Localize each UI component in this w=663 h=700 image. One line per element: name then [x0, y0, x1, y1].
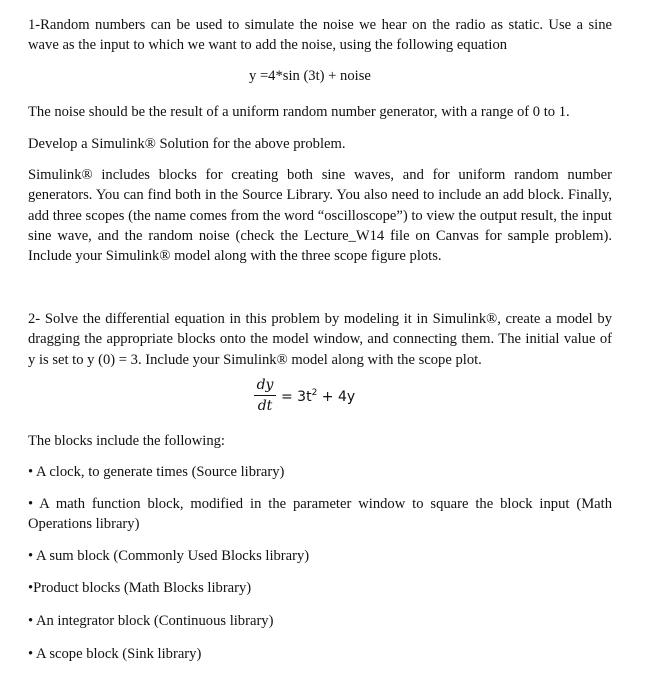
list-item: • A scope block (Sink library)	[28, 646, 202, 662]
problem1-equation: y =4*sin (3t) + noise	[249, 68, 371, 84]
problem2-intro: 2- Solve the differential equation in this problem by modeling it in Simulink®, create a model by dragging the appropriate blocks onto the model window, and connecting them. The initial value of y is set to y (0) = 3. Include your Simulink® model along with the scope plot.	[28, 311, 612, 368]
list-item: • An integrator block (Continuous library)	[28, 613, 274, 629]
list-item: • A math function block, modified in the parameter window to square the block input (Math Operations library)	[28, 496, 612, 533]
problem1-task: Develop a Simulink® Solution for the above problem.	[28, 136, 346, 152]
rhs-first-term: = 3t	[281, 389, 312, 405]
fraction-denominator: dt	[257, 398, 273, 414]
problem1-noise-statement: The noise should be the result of a uniform random number generator, with a range of 0 to 1.	[28, 104, 570, 120]
equation-right-side	[281, 389, 355, 405]
rhs-exponent: 2	[311, 388, 318, 398]
fraction-numerator: dy	[256, 377, 274, 393]
list-item: • A sum block (Commonly Used Blocks library)	[28, 548, 310, 564]
list-item: • A clock, to generate times (Source library)	[28, 464, 285, 480]
blocks-heading: The blocks include the following:	[28, 433, 225, 449]
list-item: •Product blocks (Math Blocks library)	[28, 580, 252, 596]
problem1-intro: 1-Random numbers can be used to simulate the noise we hear on the radio as static. Use a sine wave as the input to which we want to add the noise, using the following equation	[28, 17, 612, 54]
problem1-details: Simulink® includes blocks for creating both sine waves, and for uniform random number generators. You can find both in the Source Library. You also need to include an add block. Finally, add three scopes (the name comes from the word “oscilloscope”) to view the output result, the input sine wave, and the random noise (check the Lecture_W14 file on Canvas for sample problem). Include your Simulink® model along with the three scope figure plots.	[28, 167, 612, 265]
rhs-second-term: + 4y	[317, 389, 356, 405]
fraction-bar	[254, 395, 276, 396]
